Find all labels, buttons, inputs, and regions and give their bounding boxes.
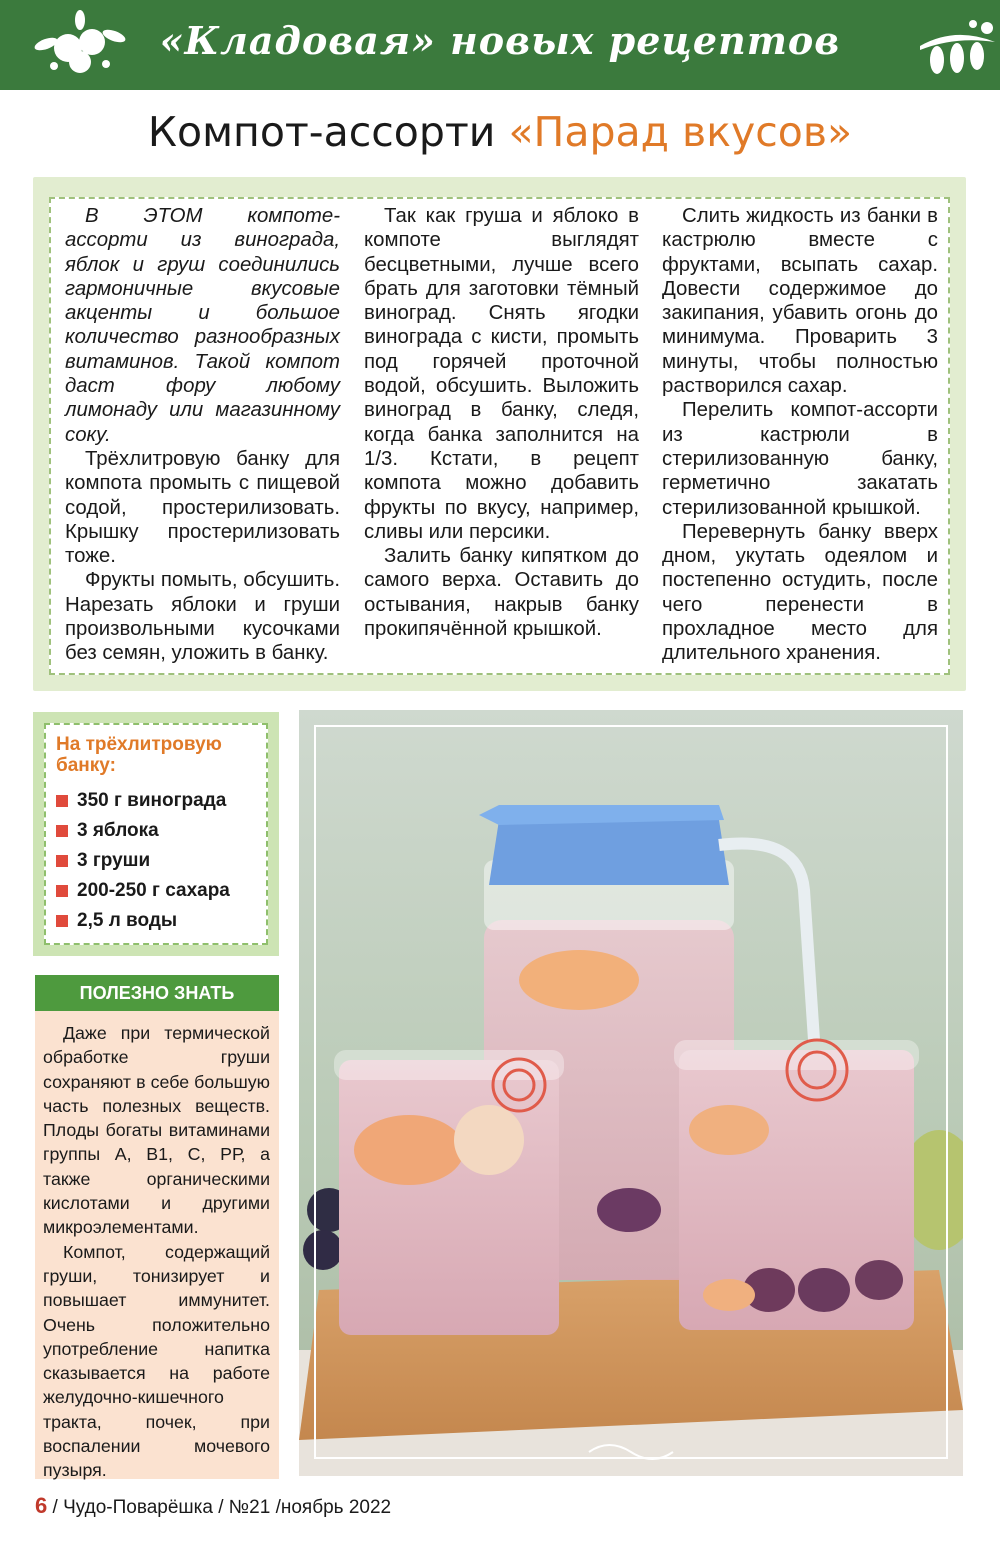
page-header bbox=[0, 0, 1000, 90]
list-item bbox=[56, 846, 230, 876]
intro-paragraph: В ЭТОМ компоте-ассорти из винограда, яблок и груш соединились гармоничные вкусовые акценты и большое количество разнообразных витаминов. Такой компот даст фору любому лимонаду или магазинному соку. bbox=[65, 205, 340, 446]
recipe-column-1 bbox=[65, 204, 340, 666]
paragraph: Так как груша и яблоко в компоте выглядят бесцветными, лучше всего брать для заготовки тёмный виноград. Снять ягодки винограда с кисти, промыть под горячей проточной водой, обсушить. Выложить виноград в банку, следя, когда банка заполнится на 1/3. Кстати, в рецепт компота можно добавить фрукты по вкусу, например, сливы или персики. bbox=[364, 205, 639, 543]
list-item bbox=[56, 816, 230, 846]
page-number: 6 bbox=[35, 1493, 48, 1518]
article-title-main: Компот-ассорти bbox=[147, 108, 509, 156]
paragraph: Даже при термической обработке груши сохраняют в себе большую часть полезных веществ. Плоды богаты витаминами группы А, В1, С, РР, а также органическими кислотами и другими микроэлементами. bbox=[43, 1023, 270, 1238]
bullet-icon bbox=[56, 915, 68, 927]
paragraph: Залить банку кипятком до самого верха. Оставить до остывания, накрыв банку прокипячённой крышкой. bbox=[364, 545, 639, 641]
list-item bbox=[56, 786, 230, 816]
ingredient-label: 200-250 г сахара bbox=[77, 880, 230, 901]
ingredient-label: 350 г винограда bbox=[77, 790, 227, 811]
bullet-icon bbox=[56, 825, 68, 837]
article-title bbox=[0, 108, 1000, 156]
paragraph: Трёхлитровую банку для компота промыть с пищевой содой, простерилизовать. Крышку простерилизовать тоже. bbox=[65, 447, 340, 568]
ingredients-list bbox=[56, 786, 230, 936]
useful-text bbox=[43, 1021, 270, 1483]
paragraph: Слить жидкость из банки в кастрюлю вместе с фруктами, всыпать сахар. Довести содержимое до закипания, убавить огонь до минимума. Проварить 3 минуты, чтобы полностью растворился сахар. bbox=[662, 205, 938, 398]
paragraph: Фрукты помыть, обсушить. Нарезать яблоки и груши произвольными кусочками без семян, уложить в банку. bbox=[65, 569, 340, 665]
bullet-icon bbox=[56, 855, 68, 867]
article-title-accent: «Парад вкусов» bbox=[508, 108, 853, 156]
list-item bbox=[56, 876, 230, 906]
footer-text: / Чудо-Поварёшка / №21 /ноябрь 2022 bbox=[47, 1497, 392, 1518]
recipe-column-2 bbox=[364, 204, 639, 641]
ingredient-label: 3 груши bbox=[77, 850, 151, 871]
ingredient-label: 3 яблока bbox=[77, 820, 159, 841]
paragraph: Перевернуть банку вверх дном, укутать одеялом и постепенно остудить, после чего перенести в прохладное место для длительного хранения. bbox=[662, 520, 938, 665]
recipe-column-3 bbox=[662, 204, 938, 666]
page-footer bbox=[35, 1493, 391, 1519]
paragraph: Компот, содержащий груши, тонизирует и повышает иммунитет. Очень положительно употребление напитка сказывается на работе желудочно-кишечного тракта, почек, при воспалении мочевого пузыря. bbox=[43, 1241, 270, 1481]
paragraph: Перелить компот-ассорти из кастрюли в стерилизованную банку, герметично закатать стерилизованной крышкой. bbox=[662, 399, 938, 519]
section-title: «Кладовая» новых рецептов bbox=[159, 18, 841, 63]
vegetable-ornament-icon bbox=[915, 6, 1000, 84]
ingredients-title: На трёхлитровую банку: bbox=[56, 734, 222, 776]
bullet-icon bbox=[56, 795, 68, 807]
list-item bbox=[56, 906, 230, 936]
ingredient-label: 2,5 л воды bbox=[77, 910, 178, 931]
bullet-icon bbox=[56, 885, 68, 897]
compote-photo bbox=[299, 710, 963, 1476]
useful-header: ПОЛЕЗНО ЗНАТЬ bbox=[35, 975, 279, 1011]
